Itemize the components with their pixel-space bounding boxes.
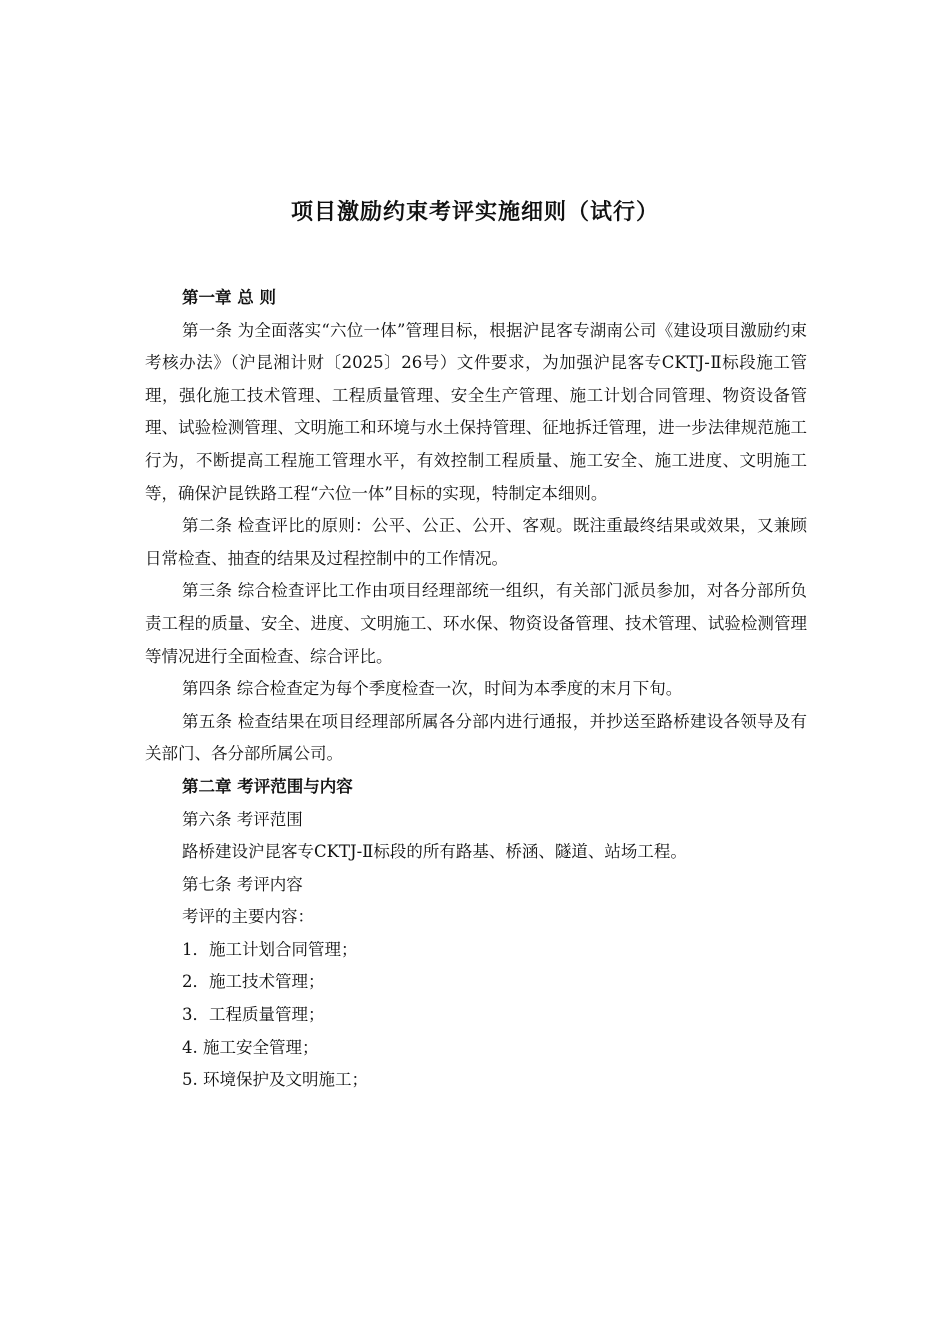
article-6-text: 路桥建设沪昆客专CKTJ-Ⅱ标段的所有路基、桥涵、隧道、站场工程。 [182, 842, 687, 862]
chapter-1-heading: 第一章 总 则 [182, 288, 276, 307]
list-item: 5. 环境保护及文明施工； [182, 1070, 368, 1090]
document-title: 项目激励约束考评实施细则（试行） [290, 200, 659, 225]
chapter-2-heading: 第二章 考评范围与内容 [182, 776, 353, 796]
article-5: 第五条 检查结果在项目经理部所属各分部内进行通报，并抄送至路桥建设各领导及有关部门、各分部所属公司。 [145, 711, 807, 764]
list-item: 2．施工技术管理； [182, 972, 325, 992]
list-item: 3．工程质量管理； [182, 1005, 325, 1025]
article-3: 第三条 综合检查评比工作由项目经理部统一组织，有关部门派员参加，对各分部所负责工程的质量、安全、进度、文明施工、环水保、物资设备管理、技术管理、试验检测管理等情况进行全面检查、综合评比。 [145, 581, 807, 666]
article-7-title: 第七条 考评内容 [182, 874, 303, 894]
article-4: 第四条 综合检查定为每个季度检查一次，时间为本季度的末月下旬。 [182, 679, 683, 699]
document-body [145, 282, 807, 1097]
list-item: 1．施工计划合同管理； [182, 939, 358, 959]
article-2: 第二条 检查评比的原则：公平、公正、公开、客观。既注重最终结果或效果，又兼顾日常检查、抽查的结果及过程控制中的工作情况。 [145, 516, 807, 568]
list-item: 4. 施工安全管理； [182, 1037, 319, 1057]
article-7-intro: 考评的主要内容： [182, 907, 314, 927]
article-1: 第一条 为全面落实“六位一体”管理目标，根据沪昆客专湖南公司《建设项目激励约束考核办法》（沪昆湘计财〔2025〕26号）文件要求，为加强沪昆客专CKTJ-Ⅱ标段施工管理，强化施工技术管理、工程质量管理、安全生产管理、施工计划合同管理、物资设备管理、试验检测管理、文明施工和环境与水土保持管理、征地拆迁管理，进一步法律规范施工行为，不断提高工程施工管理水平，有效控制工程质量、施工安全、施工进度、文明施工等，确保沪昆铁路工程“六位一体”目标的实现，特制定本细则。 [145, 320, 807, 503]
article-6-title: 第六条 考评范围 [182, 809, 303, 829]
